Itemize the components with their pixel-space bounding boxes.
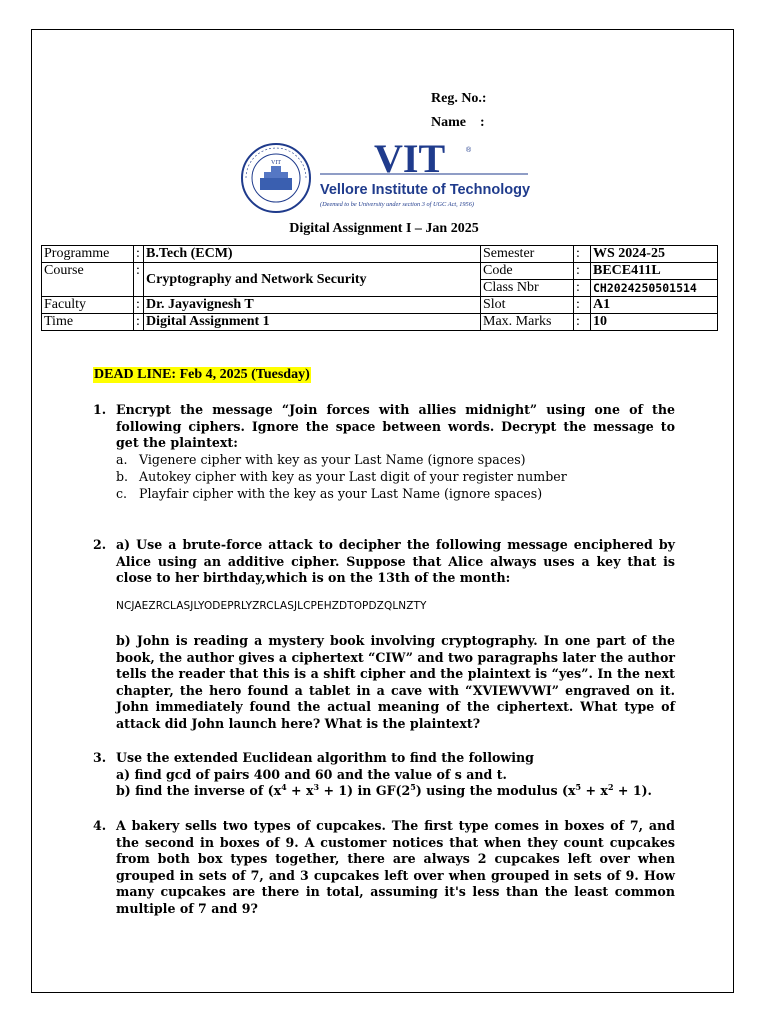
question-2b-text: b) John is reading a mystery book involving cryptography. In one part of the book, the author gives a ciphertext “CIW” and two paragraphs later the author tells the reader that this is a shift cipher and the plaintext is “yes”. In the next chapter, the hero found a tablet in a cave with “XVIEWVWI” engraved on it. John immediately found the actual meaning of the ciphertext. What type of attack did John launch here? What is the plaintext? (116, 633, 675, 731)
svg-text:®: ® (466, 147, 472, 154)
class-nbr-value: CH2024250501514 (591, 280, 718, 297)
table-row: Course : Cryptography and Network Security Code : BECE411L (42, 263, 718, 280)
institute-name: Vellore Institute of Technology (320, 182, 530, 198)
programme-value: B.Tech (ECM) (144, 246, 481, 263)
question-3-text: Use the extended Euclidean algorithm to find the following a) find gcd of pairs 400 and 60 and the value of s and t. b) find the inverse of $(x^4 + x^3 + 1)$ in $GF(2^5)$ using the modulus $(x^5 + x^2 + 1)$. (116, 750, 652, 799)
list-item-marker: c. (116, 486, 128, 501)
document-title: Digital Assignment I – Jan 2025 (289, 221, 479, 236)
question-number: 4. (93, 818, 107, 833)
list-item-marker: a. (116, 452, 128, 467)
code-value: BECE411L (591, 263, 718, 280)
question-4-text: A bakery sells two types of cupcakes. The first type comes in boxes of 7, and the second in boxes of 9. A customer notices that when they count cupcakes from both box types together, there are always 2 cupcakes left over when grouped in sets of 7, and 3 cupcakes left over when grouped in sets of 9. How many cupcakes are there in total, assuming it's less than the least common multiple of 7 and 9? (116, 818, 675, 916)
faculty-label: Faculty (42, 297, 134, 314)
vit-wordmark: VIT (374, 142, 446, 181)
faculty-value: Dr. Jayavignesh T (144, 297, 481, 314)
max-marks-label: Max. Marks (481, 314, 574, 331)
svg-text:VIT: VIT (271, 160, 281, 166)
course-value: Cryptography and Network Security (144, 263, 481, 297)
table-row: Class Nbr : CH2024250501514 (42, 280, 718, 297)
question-number: 1. (93, 402, 107, 417)
question-number: 3. (93, 750, 107, 765)
semester-label: Semester (481, 246, 574, 263)
institute-tagline: (Deemed to be University under section 3 of UGC Act, 1956) (320, 201, 474, 208)
question-number: 2. (93, 537, 107, 552)
vit-logo (240, 142, 530, 214)
list-item-marker: b. (116, 469, 129, 484)
slot-label: Slot (481, 297, 574, 314)
programme-label: Programme (42, 246, 134, 263)
vit-seal-icon (242, 144, 310, 212)
table-row: Time : Digital Assignment 1 Max. Marks : 10 (42, 314, 718, 331)
time-label: Time (42, 314, 134, 331)
table-row: Faculty : Dr. Jayavignesh T Slot : A1 (42, 297, 718, 314)
question-1-text: Encrypt the message “Join forces with allies midnight” using one of the following ciphers. Ignore the space between words. Decrypt the message to get the plaintext: (116, 402, 675, 451)
max-marks-value: 10 (591, 314, 718, 331)
time-value: Digital Assignment 1 (144, 314, 481, 331)
course-label: Course (42, 263, 134, 297)
deadline-banner: DEAD LINE: Feb 4, 2025 (Tuesday) (94, 367, 310, 382)
question-2a-text: a) Use a brute-force attack to decipher the following message enciphered by Alice using an additive cipher. Suppose that Alice always uses a key that is close to her birthday,which is on the 13th of the month: (116, 537, 675, 586)
list-item: Autokey cipher with key as your Last digit of your register number (139, 469, 567, 484)
ciphertext: NCJAEZRCLASJLYODEPRLYZRCLASJLCPEHZDTOPDZQLNZTY (116, 600, 427, 612)
slot-value: A1 (591, 297, 718, 314)
course-info-table (41, 245, 718, 331)
list-item: Playfair cipher with the key as your Last Name (ignore spaces) (139, 486, 543, 501)
reg-no-label: Reg. No.: (431, 91, 487, 106)
code-label: Code (481, 263, 574, 280)
name-label: Name : (431, 115, 485, 130)
semester-value: WS 2024-25 (591, 246, 718, 263)
class-nbr-label: Class Nbr (481, 280, 574, 297)
list-item: Vigenere cipher with key as your Last Name (ignore spaces) (139, 452, 526, 467)
table-row: Programme : B.Tech (ECM) Semester : WS 2024-25 (42, 246, 718, 263)
